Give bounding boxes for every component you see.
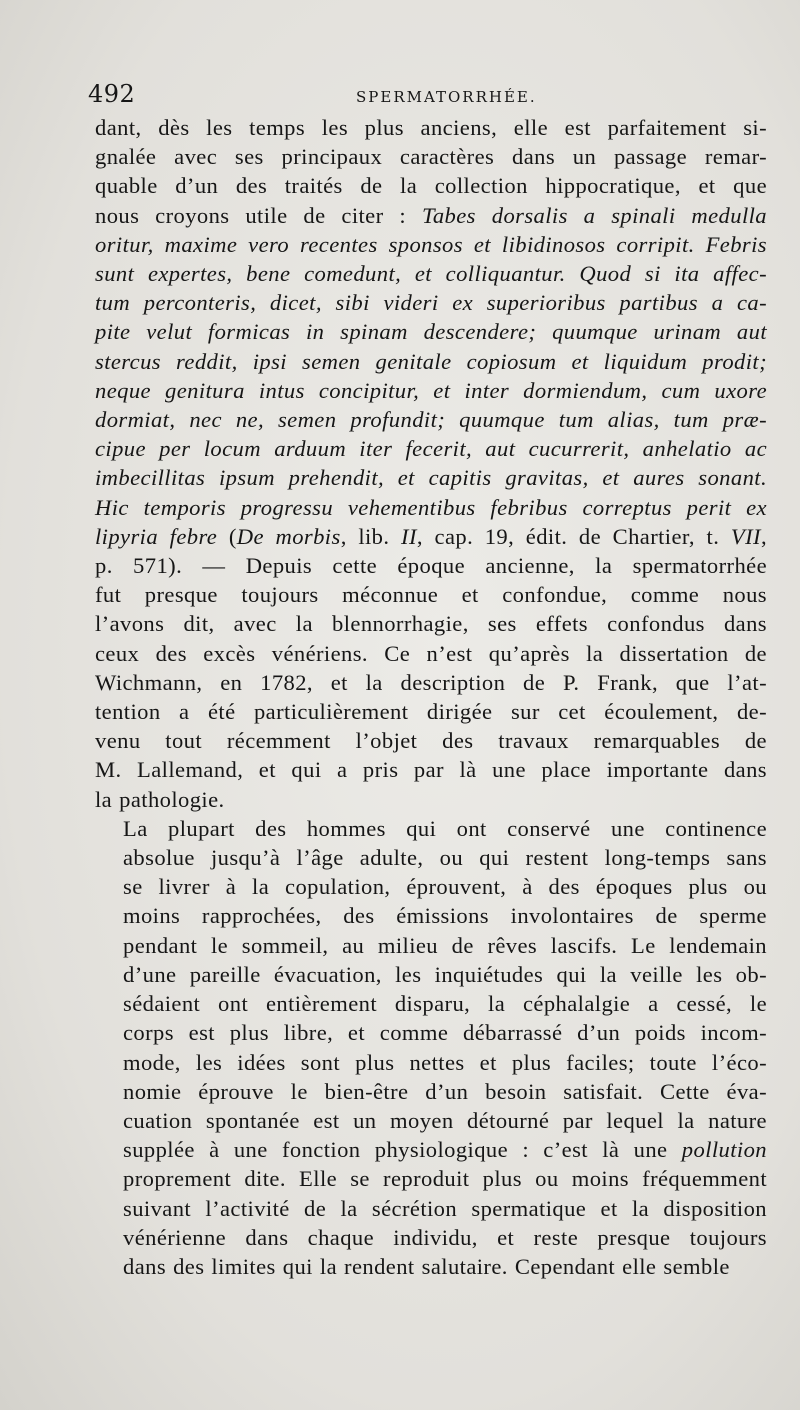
text-segment: moins rapprochées, des émissions involontaires de sperme bbox=[123, 903, 767, 929]
italic-segment: imbecillitas ipsum prehendit, et capitis gravitas, et aures sonant. bbox=[95, 465, 767, 491]
text-line bbox=[95, 580, 767, 609]
text-line bbox=[95, 843, 767, 872]
italic-segment: VII bbox=[730, 523, 761, 549]
text-line bbox=[95, 785, 767, 814]
text-segment: pendant le sommeil, au milieu de rêves lascifs. Le lendemain bbox=[123, 932, 767, 958]
page-header bbox=[88, 80, 768, 114]
text-line bbox=[95, 960, 767, 989]
text-line bbox=[95, 726, 767, 755]
italic-segment: De morbis bbox=[236, 523, 341, 549]
text-segment: corps est plus libre, et comme débarrassé d’un poids incom- bbox=[123, 1020, 767, 1046]
text-segment: sédaient ont entièrement disparu, la céphalalgie a cessé, le bbox=[123, 991, 767, 1017]
text-line bbox=[95, 814, 767, 843]
text-line bbox=[95, 1077, 767, 1106]
italic-segment: cipue per locum arduum iter fecerit, aut cucurrerit, anhelatio ac bbox=[95, 436, 767, 462]
text-line bbox=[95, 142, 767, 171]
text-segment: , lib. bbox=[340, 523, 402, 549]
text-line bbox=[95, 1048, 767, 1077]
text-segment: ( bbox=[217, 523, 237, 549]
text-segment: dans des limites qui la rendent salutaire. Cependant elle semble bbox=[123, 1253, 730, 1279]
text-line bbox=[95, 405, 767, 434]
text-line bbox=[95, 113, 767, 142]
italic-segment: pollution bbox=[681, 1137, 767, 1163]
text-segment: dant, dès les temps les plus anciens, elle est parfaitement si- bbox=[95, 115, 767, 140]
text-line bbox=[95, 1018, 767, 1047]
text-segment: se livrer à la copulation, éprouvent, à des époques plus ou bbox=[123, 874, 767, 900]
text-line bbox=[95, 1135, 767, 1164]
text-line bbox=[95, 1223, 767, 1252]
text-segment: proprement dite. Elle se reproduit plus ou moins fréquemment bbox=[123, 1166, 767, 1192]
italic-segment: pite velut formicas in spinam descendere; quumque urinam aut bbox=[95, 319, 767, 345]
text-segment: tention a été particulièrement dirigée sur cet écoulement, de- bbox=[95, 699, 767, 725]
text-segment: nomie éprouve le bien-être d’un besoin satisfait. Cette éva- bbox=[123, 1078, 767, 1104]
italic-segment: stercus reddit, ipsi semen genitale copiosum et liquidum prodit; bbox=[95, 348, 767, 374]
text-segment: , bbox=[760, 523, 768, 549]
text-line bbox=[95, 259, 767, 288]
text-line bbox=[95, 463, 767, 492]
text-line bbox=[95, 872, 767, 901]
text-line bbox=[95, 1106, 767, 1135]
text-segment: absolue jusqu’à l’âge adulte, ou qui restent long-temps sans bbox=[123, 845, 767, 871]
text-line bbox=[95, 931, 767, 960]
italic-segment: tum perconteris, dicet, sibi videri ex superioribus partibus a ca- bbox=[95, 290, 767, 316]
paragraph-2 bbox=[95, 814, 767, 1281]
text-segment: quable d’un des traités de la collection hippocratique, et que bbox=[95, 173, 767, 199]
italic-segment: neque genitura intus concipitur, et inter dormiendum, cum uxore bbox=[95, 377, 767, 403]
text-segment: p. 571). — Depuis cette époque ancienne, la spermatorrhée bbox=[95, 553, 767, 579]
text-segment: nous croyons utile de citer : bbox=[95, 202, 422, 228]
text-line bbox=[95, 551, 767, 580]
text-segment: Wichmann, en 1782, et la description de P. Frank, que l’at- bbox=[95, 669, 767, 695]
text-line bbox=[95, 434, 767, 463]
text-segment: mode, les idées sont plus nettes et plus faciles; toute l’éco- bbox=[123, 1049, 767, 1075]
text-segment: d’une pareille évacuation, les inquiétudes qui la veille les ob- bbox=[123, 961, 767, 987]
text-segment: l’avons dit, avec la blennorrhagie, ses effets confondus dans bbox=[95, 611, 767, 637]
text-line bbox=[95, 668, 767, 697]
text-line bbox=[95, 755, 767, 784]
text-segment: , cap. 19, édit. de Chartier, t. bbox=[416, 523, 731, 549]
text-line bbox=[95, 376, 767, 405]
paragraph-1 bbox=[95, 113, 767, 814]
text-line bbox=[95, 347, 767, 376]
text-line bbox=[95, 697, 767, 726]
italic-segment: II bbox=[401, 523, 417, 549]
italic-segment: Hic temporis progressu vehementibus febribus correptus perit ex bbox=[95, 494, 767, 520]
text-line bbox=[95, 1164, 767, 1193]
text-line bbox=[95, 1194, 767, 1223]
text-segment: vénérienne dans chaque individu, et reste presque toujours bbox=[123, 1224, 767, 1250]
text-segment: fut presque toujours méconnue et confondue, comme nous bbox=[95, 582, 767, 608]
text-segment: M. Lallemand, et qui a pris par là une place importante dans bbox=[95, 757, 767, 783]
text-line bbox=[95, 230, 767, 259]
text-line bbox=[95, 1252, 767, 1281]
text-body bbox=[95, 113, 767, 1281]
text-line bbox=[95, 639, 767, 668]
text-segment: La plupart des hommes qui ont conservé une continence bbox=[123, 815, 767, 841]
italic-segment: oritur, maxime vero recentes sponsos et libidinosos corripit. Febris bbox=[95, 231, 767, 257]
text-segment: cuation spontanée est un moyen détourné par lequel la nature bbox=[123, 1107, 767, 1133]
text-segment: suivant l’activité de la sécrétion spermatique et la disposition bbox=[123, 1195, 767, 1221]
text-line bbox=[95, 288, 767, 317]
italic-segment: dormiat, nec ne, semen profundit; quumque tum alias, tum præ- bbox=[95, 407, 767, 433]
text-line bbox=[95, 609, 767, 638]
text-segment: venu tout récemment l’objet des travaux remarquables de bbox=[95, 728, 767, 754]
italic-segment: lipyria febre bbox=[95, 523, 218, 549]
text-line bbox=[95, 201, 767, 230]
text-segment: gnalée avec ses principaux caractères dans un passage remar- bbox=[95, 144, 767, 170]
text-line bbox=[95, 901, 767, 930]
text-line bbox=[95, 317, 767, 346]
text-segment: supplée à une fonction physiologique : c’est là une bbox=[123, 1137, 682, 1163]
italic-segment: sunt expertes, bene comedunt, et colliquantur. Quod si ita affec- bbox=[95, 261, 767, 287]
text-line bbox=[95, 493, 767, 522]
text-line bbox=[95, 989, 767, 1018]
running-title: SPERMATORRHÉE. bbox=[356, 88, 537, 106]
text-segment: la pathologie. bbox=[95, 786, 225, 812]
text-line bbox=[95, 522, 767, 551]
page-number: 492 bbox=[88, 80, 136, 108]
text-line bbox=[95, 171, 767, 200]
text-segment: ceux des excès vénériens. Ce n’est qu’après la dissertation de bbox=[95, 640, 767, 666]
italic-segment: Tabes dorsalis a spinali medulla bbox=[421, 202, 767, 228]
